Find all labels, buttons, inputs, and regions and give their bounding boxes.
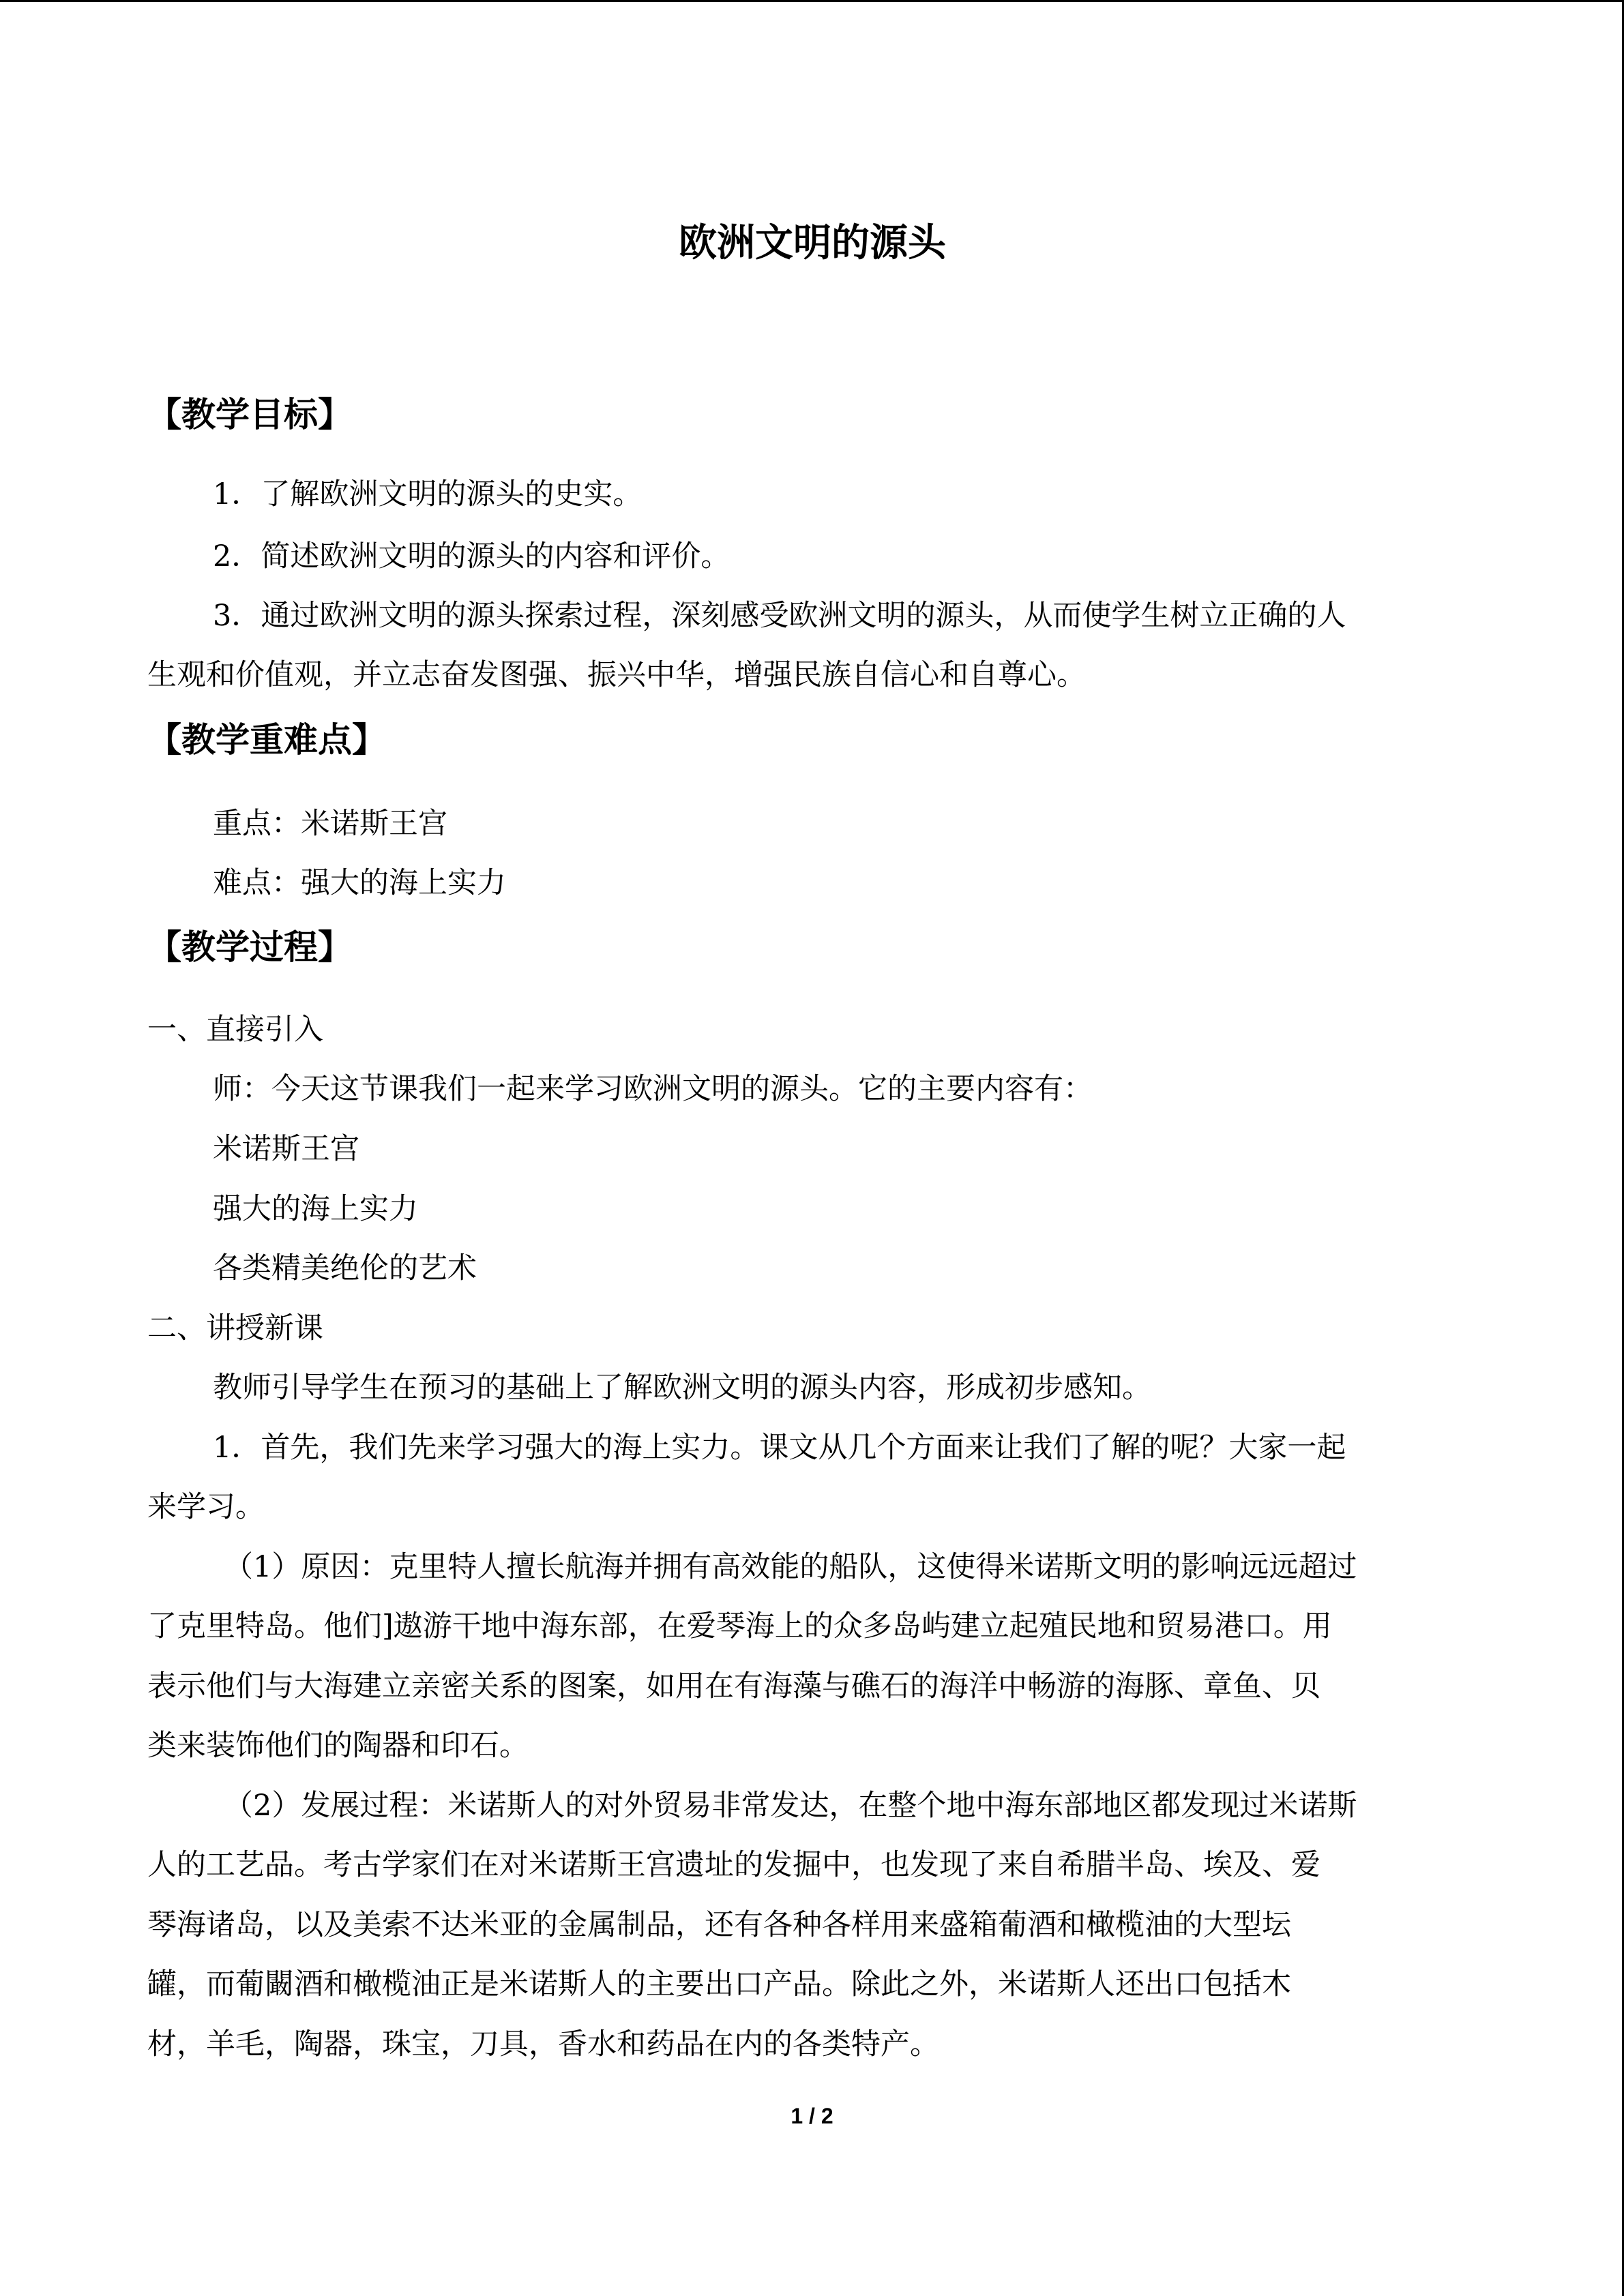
document-title: 欧洲文明的源头 <box>679 221 946 265</box>
process-part-1-heading: 一、直接引入 <box>147 1013 323 1047</box>
page-number: 1 / 2 <box>791 2104 833 2128</box>
paragraph-3-line-2: 人的工艺品。考古学家们在对米诺斯王宫遗址的发掘中，也发现了来自希腊半岛、埃及、爱 <box>147 1848 1320 1882</box>
paragraph-2-line-4: 类来装饰他们的陶器和印石。 <box>147 1729 529 1763</box>
difficult-point: 难点：强大的海上实力 <box>213 866 506 900</box>
paragraph-2-line-3: 表示他们与大海建立亲密关系的图案，如用在有海藻与礁石的海洋中畅游的海豚、章鱼、贝 <box>147 1669 1320 1703</box>
content-item-1: 米诺斯王宫 <box>213 1132 359 1166</box>
section-heading-process: 【教学过程】 <box>147 927 352 967</box>
paragraph-3-line-4: 罐，而葡闞酒和橄榄油正是米诺斯人的主要出口产品。除此之外，米诺斯人还出口包括木 <box>147 1967 1291 2001</box>
section-heading-goals: 【教学目标】 <box>147 395 352 434</box>
goal-item-1: 1．了解欧洲文明的源头的史实。 <box>213 477 643 511</box>
paragraph-2-line-2: 了克里特岛。他们]遨游干地中海东部，在爱琴海上的众多岛屿建立起殖民地和贸易港口。用 <box>147 1609 1332 1643</box>
paragraph-1-line-2: 来学习。 <box>147 1490 265 1524</box>
paragraph-2-line-1: （1）原因：克里特人擅长航海并拥有高效能的船队，这使得米诺斯文明的影响远远超过 <box>224 1550 1357 1584</box>
section-heading-keypoints: 【教学重难点】 <box>147 720 386 760</box>
teacher-guide: 教师引导学生在预习的基础上了解欧洲文明的源头内容，形成初步感知。 <box>213 1371 1151 1405</box>
paragraph-3-line-3: 琴海诸岛，以及美索不达米亚的金属制品，还有各种各样用来盛箱葡酒和橄榄油的大型坛 <box>147 1908 1291 1942</box>
process-part-2-heading: 二、讲授新课 <box>147 1311 323 1345</box>
paragraph-3-line-5: 材，羊毛，陶器，珠宝，刀具，香水和药品在内的各类特产。 <box>147 2027 939 2061</box>
goal-item-3-line-1: 3．通过欧洲文明的源头探索过程，深刻感受欧洲文明的源头，从而使学生树立正确的人 <box>213 599 1346 633</box>
paragraph-3-line-1: （2）发展过程：米诺斯人的对外贸易非常发达，在整个地中海东部地区都发现过米诺斯 <box>224 1789 1357 1823</box>
goal-item-2: 2．简述欧洲文明的源头的内容和评价。 <box>213 539 730 573</box>
content-item-2: 强大的海上实力 <box>213 1192 418 1226</box>
paragraph-1-line-1: 1．首先，我们先来学习强大的海上实力。课文从几个方面来让我们了解的呢？大家一起 <box>213 1431 1346 1465</box>
goal-item-3-line-2: 生观和价值观，并立志奋发图强、振兴中华，增强民族自信心和自尊心。 <box>147 658 1086 692</box>
key-point: 重点：米诺斯王宫 <box>213 807 447 841</box>
content-item-3: 各类精美绝伦的艺术 <box>213 1251 477 1285</box>
teacher-intro: 师：今天这节课我们一起来学习欧洲文明的源头。它的主要内容有： <box>213 1072 1093 1106</box>
